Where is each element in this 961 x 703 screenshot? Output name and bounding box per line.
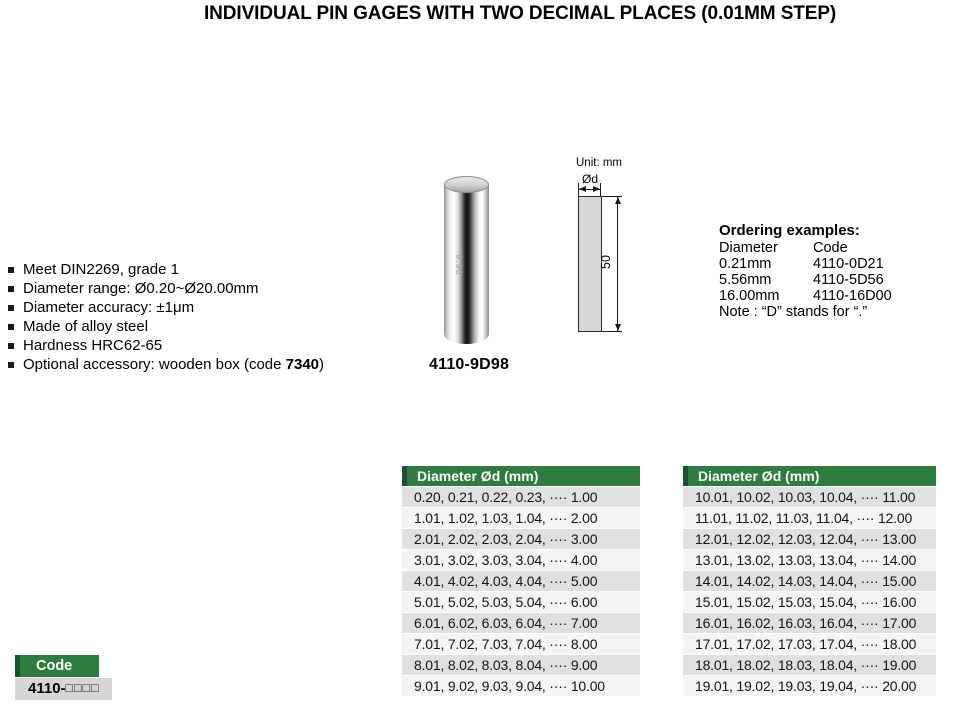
- pin-engraving: 9.98: [453, 254, 464, 276]
- feature-item: [8, 260, 324, 279]
- feature-text: [23, 355, 324, 374]
- accessory-text-suffix: ): [319, 356, 325, 373]
- ordering-code: 4110-16D00: [813, 288, 892, 304]
- bullet-square-icon: [8, 324, 14, 330]
- feature-item: [8, 317, 324, 336]
- table-row: 19.01, 19.02, 19.03, 19.04, ···· 20.00: [683, 676, 936, 696]
- diameter-dim-label: Ød: [581, 172, 598, 186]
- bullet-square-icon: [8, 343, 14, 349]
- table-row: 3.01, 3.02, 3.03, 3.04, ···· 4.00: [402, 550, 640, 570]
- table-row: 10.01, 10.02, 10.03, 10.04, ···· 11.00: [683, 487, 936, 507]
- table-row: 8.01, 8.02, 8.03, 8.04, ···· 9.00: [402, 655, 640, 675]
- dim-arrow-left-icon: [579, 186, 586, 192]
- ordering-row: [719, 288, 892, 304]
- feature-item: [8, 336, 324, 355]
- ordering-code: 4110-5D56: [813, 272, 884, 288]
- table-row: 14.01, 14.02, 14.03, 14.04, ···· 15.00: [683, 571, 936, 591]
- table-header: Diameter Ød (mm): [402, 466, 640, 486]
- feature-text: Diameter accuracy: ±1μm: [23, 299, 195, 316]
- code-box-value: [15, 678, 112, 700]
- ordering-heading: Ordering examples:: [719, 222, 860, 239]
- product-photo: [444, 176, 489, 344]
- bullet-square-icon: [8, 286, 14, 292]
- table-row: 12.01, 12.02, 12.03, 12.04, ···· 13.00: [683, 529, 936, 549]
- ordering-examples: [719, 223, 892, 320]
- ordering-col-diameter: Diameter: [719, 240, 778, 256]
- ordering-row: [719, 256, 892, 272]
- dim-arrow-right-icon: [593, 186, 600, 192]
- ordering-diameter: 5.56mm: [719, 272, 772, 288]
- accessory-code: 7340: [285, 356, 320, 373]
- code-placeholder-squares: □□□□: [65, 681, 100, 695]
- ordering-diameter: 16.00mm: [719, 288, 780, 304]
- code-box: [15, 655, 112, 700]
- code-prefix: 4110-: [28, 680, 66, 697]
- ordering-diameter: 0.21mm: [719, 256, 772, 272]
- table-row: 2.01, 2.02, 2.03, 2.04, ···· 3.00: [402, 529, 640, 549]
- page-title: INDIVIDUAL PIN GAGES WITH TWO DECIMAL PLACES (0.01MM STEP): [204, 3, 837, 24]
- ordering-header-row: [719, 240, 892, 256]
- bullet-square-icon: [8, 362, 14, 368]
- table-row: 1.01, 1.02, 1.03, 1.04, ···· 2.00: [402, 508, 640, 528]
- code-box-header: Code: [15, 655, 99, 677]
- pin-cylinder: [444, 184, 489, 344]
- length-dim-label: 50: [598, 255, 613, 269]
- feature-list: [8, 260, 324, 374]
- table-row: 4.01, 4.02, 4.03, 4.04, ···· 5.00: [402, 571, 640, 591]
- table-row: 11.01, 11.02, 11.03, 11.04, ···· 12.00: [683, 508, 936, 528]
- feature-item: [8, 355, 324, 374]
- table-row: 17.01, 17.02, 17.03, 17.04, ···· 18.00: [683, 634, 936, 654]
- feature-item: [8, 298, 324, 317]
- bullet-square-icon: [8, 305, 14, 311]
- table-row: 7.01, 7.02, 7.03, 7.04, ···· 8.00: [402, 634, 640, 654]
- pin-top-face: [444, 176, 489, 193]
- feature-text: Made of alloy steel: [23, 318, 149, 335]
- table-row: 9.01, 9.02, 9.03, 9.04, ···· 10.00: [402, 676, 640, 696]
- diameter-table-right: [683, 466, 936, 696]
- bullet-square-icon: [8, 267, 14, 273]
- feature-text: Hardness HRC62-65: [23, 337, 163, 354]
- table-row: 18.01, 18.02, 18.03, 18.04, ···· 19.00: [683, 655, 936, 675]
- table-row: 13.01, 13.02, 13.03, 13.04, ···· 14.00: [683, 550, 936, 570]
- dim-arrow-down-icon: [615, 324, 621, 331]
- table-row: 0.20, 0.21, 0.22, 0.23, ···· 1.00: [402, 487, 640, 507]
- ordering-row: [719, 272, 892, 288]
- table-row: 16.01, 16.02, 16.03, 16.04, ···· 17.00: [683, 613, 936, 633]
- feature-text: Meet DIN2269, grade 1: [23, 261, 179, 278]
- table-row: 15.01, 15.02, 15.03, 15.04, ···· 16.00: [683, 592, 936, 612]
- feature-text: Diameter range: Ø0.20~Ø20.00mm: [23, 280, 259, 297]
- table-row: 6.01, 6.02, 6.03, 6.04, ···· 7.00: [402, 613, 640, 633]
- extension-line: [602, 331, 622, 332]
- dim-arrow-up-icon: [615, 197, 621, 204]
- product-code-label: 4110-9D98: [429, 356, 510, 373]
- dim-line: [617, 197, 618, 331]
- table-header: Diameter Ød (mm): [683, 466, 936, 486]
- accessory-text-prefix: Optional accessory: wooden box (code: [23, 356, 286, 373]
- table-row: 5.01, 5.02, 5.03, 5.04, ···· 6.00: [402, 592, 640, 612]
- diameter-table-left: [402, 466, 640, 696]
- ordering-note: Note : “D” stands for “.”: [719, 304, 868, 320]
- ordering-col-code: Code: [813, 240, 848, 256]
- feature-item: [8, 279, 324, 298]
- unit-label: Unit: mm: [576, 157, 622, 169]
- ordering-code: 4110-0D21: [813, 256, 884, 272]
